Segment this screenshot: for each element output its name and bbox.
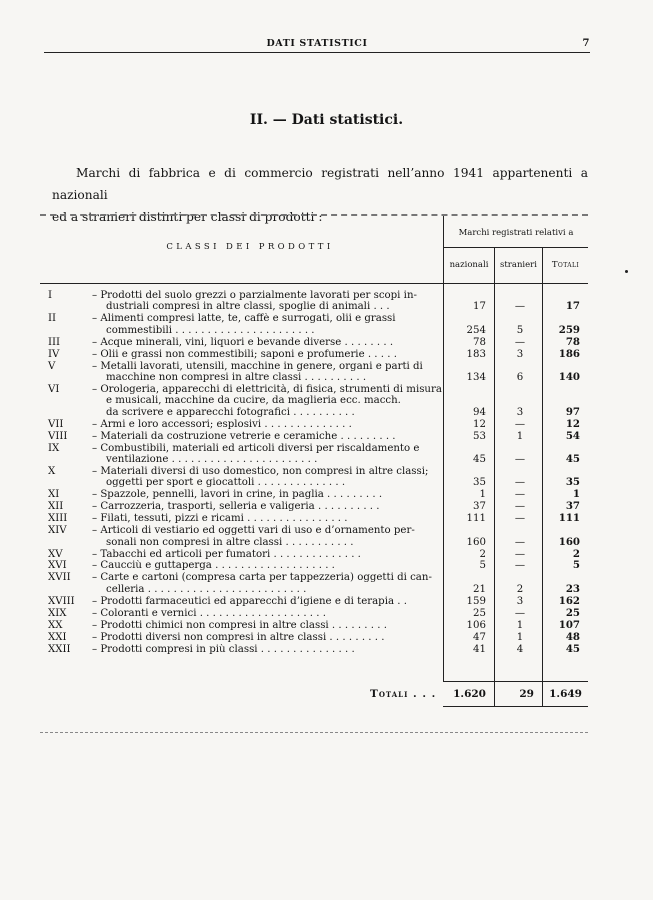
row-totali: 111 (558, 512, 580, 525)
row-description (92, 608, 492, 619)
row-description (92, 560, 492, 571)
row-description-line: – Materiali diversi di uso domestico, non compresi in altre classi; (92, 465, 429, 477)
row-totali: 54 (565, 429, 580, 442)
row-class-number: XX (48, 619, 63, 631)
row-nazionali: 160 (466, 536, 486, 548)
row-class-number: XIII (48, 513, 68, 525)
row-class-number: XVI (48, 560, 67, 572)
row-class-number: XIV (48, 525, 67, 537)
row-nazionali: 159 (466, 595, 486, 607)
row-stranieri: 2 (516, 583, 524, 595)
page-speck (625, 270, 628, 273)
row-class-number: VIII (48, 430, 68, 442)
row-description (92, 525, 492, 548)
row-description-line: – Tabacchi ed articoli per fumatori . . . . . . . . . . . . . . (92, 548, 361, 560)
row-class-number: II (48, 313, 57, 325)
row-stranieri: — (514, 453, 526, 465)
row-class-number: XVII (48, 572, 71, 584)
page-number: 7 (582, 38, 590, 49)
row-description (92, 489, 492, 500)
row-stranieri: — (514, 607, 526, 619)
row-class-number: XVIII (48, 595, 75, 607)
row-totali: 259 (558, 323, 580, 336)
row-description-line: – Materiali da costruzione vetrerie e ceramiche . . . . . . . . . (92, 430, 396, 442)
row-description (92, 513, 492, 524)
row-description (92, 620, 492, 631)
row-description (92, 419, 492, 430)
row-description-line: ventilazione . . . . . . . . . . . . . . . . . . . . . . . (106, 454, 318, 465)
row-description (92, 572, 492, 595)
row-stranieri: — (514, 560, 526, 572)
row-stranieri: 5 (516, 324, 524, 336)
column-header-totali: Totali (551, 260, 580, 270)
row-description (92, 349, 492, 360)
column-group-header: Marchi registrati relativi a (458, 228, 574, 238)
row-stranieri: — (514, 477, 526, 489)
row-description (92, 549, 492, 560)
row-totali: 45 (565, 642, 580, 655)
row-description (92, 443, 492, 466)
row-stranieri: — (514, 301, 526, 313)
row-description-line: – Combustibili, materiali ed articoli diversi per riscaldamento e (92, 442, 420, 454)
row-nazionali: 106 (466, 619, 486, 631)
row-description-line: commestibili . . . . . . . . . . . . . . . . . . . . . . (106, 324, 315, 336)
row-description (92, 596, 492, 607)
row-description (92, 644, 492, 655)
row-nazionali: 35 (473, 477, 486, 489)
intro-line-1: Marchi di fabbrica e di commercio registrati nell’anno 1941 appartenenti a nazionali (52, 166, 588, 202)
row-class-number: XV (48, 548, 63, 560)
row-class-number: XXI (48, 631, 67, 643)
row-nazionali: 254 (466, 324, 486, 336)
row-stranieri: — (514, 513, 526, 525)
row-description-line: sonali non compresi in altre classi . . . . . . . . . . . (106, 536, 354, 548)
row-description-line: oggetti per sport e giocattoli . . . . . . . . . . . . . . (106, 477, 346, 489)
row-stranieri: 3 (516, 348, 524, 360)
totals-bottom-rule (443, 706, 588, 707)
row-class-number: XI (48, 489, 60, 501)
row-description-line: – Alimenti compresi latte, te, caffè e surrogati, olii e grassi (92, 313, 396, 325)
row-description-line: – Prodotti diversi non compresi in altre classi . . . . . . . . . (92, 631, 385, 643)
row-nazionali: 1 (479, 489, 486, 501)
row-stranieri: 3 (516, 406, 524, 418)
row-totali: 160 (558, 535, 580, 548)
row-class-number: XIX (48, 607, 67, 619)
row-description-line: – Caucciù e guttaperga . . . . . . . . . . . . . . . . . . . (92, 560, 335, 572)
row-description (92, 431, 492, 442)
row-nazionali: 111 (466, 513, 486, 525)
row-nazionali: 12 (473, 418, 486, 430)
row-nazionali: 17 (473, 301, 486, 313)
row-totali: 45 (565, 452, 580, 465)
row-description-line: – Coloranti e vernici . . . . . . . . . . . . . . . . . . . . (92, 607, 326, 619)
row-stranieri: 3 (516, 595, 524, 607)
row-totali: 5 (572, 559, 580, 572)
row-nazionali: 2 (479, 548, 486, 560)
totals-label: Totali . . . (370, 688, 437, 700)
row-nazionali: 78 (473, 336, 486, 348)
row-description-line: – Prodotti compresi in più classi . . . . . . . . . . . . . . . (92, 643, 355, 655)
row-stranieri: — (514, 536, 526, 548)
row-totali: 25 (565, 606, 580, 619)
row-description-line: dustriali compresi in altre classi, spoglie di animali . . . (106, 301, 390, 313)
row-description-line: – Carte e cartoni (compresa carta per tappezzeria) oggetti di can- (92, 572, 432, 584)
row-nazionali: 53 (473, 430, 486, 442)
row-totali: 17 (565, 300, 580, 313)
row-totali: 48 (565, 630, 580, 643)
row-totali: 37 (565, 500, 580, 513)
intro-line-2: ed a stranieri distinti per classi di prodotti : (52, 210, 323, 224)
row-totali: 2 (572, 547, 580, 560)
row-totali: 186 (558, 347, 580, 360)
running-head-title: DATI STATISTICI (266, 38, 368, 49)
row-nazionali: 5 (479, 560, 486, 572)
row-totali: 107 (558, 618, 580, 631)
row-class-number: IX (48, 442, 60, 454)
section-title: II. — Dati statistici. (249, 112, 404, 128)
row-totali: 23 (565, 582, 580, 595)
table-divider-nazionali (494, 248, 495, 682)
row-stranieri: — (514, 548, 526, 560)
row-nazionali: 47 (473, 631, 486, 643)
row-description-line: macchine non compresi in altre classi . . . . . . . . . . (106, 372, 367, 383)
row-class-number: X (48, 465, 56, 477)
row-class-number: I (48, 290, 53, 301)
row-description-line: – Prodotti chimici non compresi in altre classi . . . . . . . . . (92, 619, 387, 631)
row-description (92, 337, 492, 348)
row-description (92, 384, 492, 418)
row-class-number: XII (48, 501, 64, 513)
row-stranieri: 1 (516, 430, 524, 442)
row-class-number: VI (48, 383, 60, 395)
row-totali: 35 (565, 476, 580, 489)
row-description (92, 501, 492, 512)
row-stranieri: — (514, 336, 526, 348)
table-bottom-rule (40, 732, 588, 733)
row-description-line: – Metalli lavorati, utensili, macchine in genere, organi e parti di (92, 360, 423, 372)
row-totali: 162 (558, 594, 580, 607)
totals-totali: 1.649 (549, 688, 582, 700)
row-stranieri: 1 (516, 631, 524, 643)
row-nazionali: 25 (473, 607, 486, 619)
row-stranieri: — (514, 501, 526, 513)
row-nazionali: 183 (466, 348, 486, 360)
row-description-line: – Orologeria, apparecchi di elettricità, di fisica, strumenti di misura (92, 383, 442, 395)
row-description (92, 632, 492, 643)
row-totali: 97 (565, 405, 580, 418)
header-rule (44, 52, 590, 53)
row-description-line: – Armi e loro accessori; esplosivi . . . . . . . . . . . . . . (92, 418, 352, 430)
totals-stranieri: 29 (519, 688, 534, 700)
row-stranieri: 1 (516, 619, 524, 631)
row-stranieri: — (514, 489, 526, 501)
column-header-nazionali: nazionali (449, 260, 489, 270)
row-totali: 78 (565, 335, 580, 348)
row-description (92, 361, 492, 384)
body-bottom-rule (443, 681, 588, 682)
row-nazionali: 45 (473, 453, 486, 465)
row-nazionali: 21 (473, 583, 486, 595)
row-description-line: – Spazzole, pennelli, lavori in crine, in paglia . . . . . . . . . (92, 489, 383, 501)
row-description (92, 313, 492, 336)
row-description-line: – Articoli di vestiario ed oggetti vari di uso e d’ornamento per- (92, 525, 415, 537)
header-bottom-rule (40, 283, 588, 284)
row-description-line: e musicali, macchine da cucire, da maglieria ecc. macch. (106, 395, 401, 407)
row-description (92, 466, 492, 489)
row-description-line: – Carrozzeria, trasporti, selleria e valigeria . . . . . . . . . . (92, 501, 380, 513)
row-stranieri: 4 (516, 643, 524, 655)
row-class-number: IV (48, 348, 60, 360)
row-description (92, 290, 492, 313)
row-description-line: – Filati, tessuti, pizzi e ricami . . . . . . . . . . . . . . . . (92, 513, 348, 525)
row-description-line: – Prodotti del suolo grezzi o parzialmente lavorati per scopi in- (92, 290, 417, 301)
table-top-rule (40, 214, 588, 216)
row-totali: 12 (565, 417, 580, 430)
group-header-rule (443, 247, 588, 248)
row-nazionali: 41 (473, 643, 486, 655)
row-description-line: celleria . . . . . . . . . . . . . . . . . . . . . . . . . (106, 583, 307, 595)
column-header-stranieri: stranieri (500, 260, 537, 270)
row-nazionali: 94 (473, 406, 486, 418)
row-description-line: da scrivere e apparecchi fotografici . . . . . . . . . . (106, 406, 355, 418)
row-class-number: XXII (48, 643, 71, 655)
column-header-classi: CLASSI DEI PRODOTTI (166, 242, 334, 252)
row-stranieri: 6 (516, 371, 524, 383)
row-description-line: – Acque minerali, vini, liquori e bevande diverse . . . . . . . . (92, 336, 394, 348)
intro-paragraph (52, 162, 588, 228)
row-class-number: V (48, 360, 56, 372)
row-class-number: III (48, 336, 61, 348)
row-totali: 1 (572, 488, 580, 501)
row-description-line: – Prodotti farmaceutici ed apparecchi d’igiene e di terapia . . (92, 595, 407, 607)
row-stranieri: — (514, 418, 526, 430)
row-class-number: VII (48, 418, 64, 430)
row-nazionali: 37 (473, 501, 486, 513)
row-description-line: – Olii e grassi non commestibili; saponi e profumerie . . . . . (92, 348, 397, 360)
totals-nazionali: 1.620 (453, 688, 486, 700)
row-totali: 140 (558, 370, 580, 383)
row-nazionali: 134 (466, 371, 486, 383)
